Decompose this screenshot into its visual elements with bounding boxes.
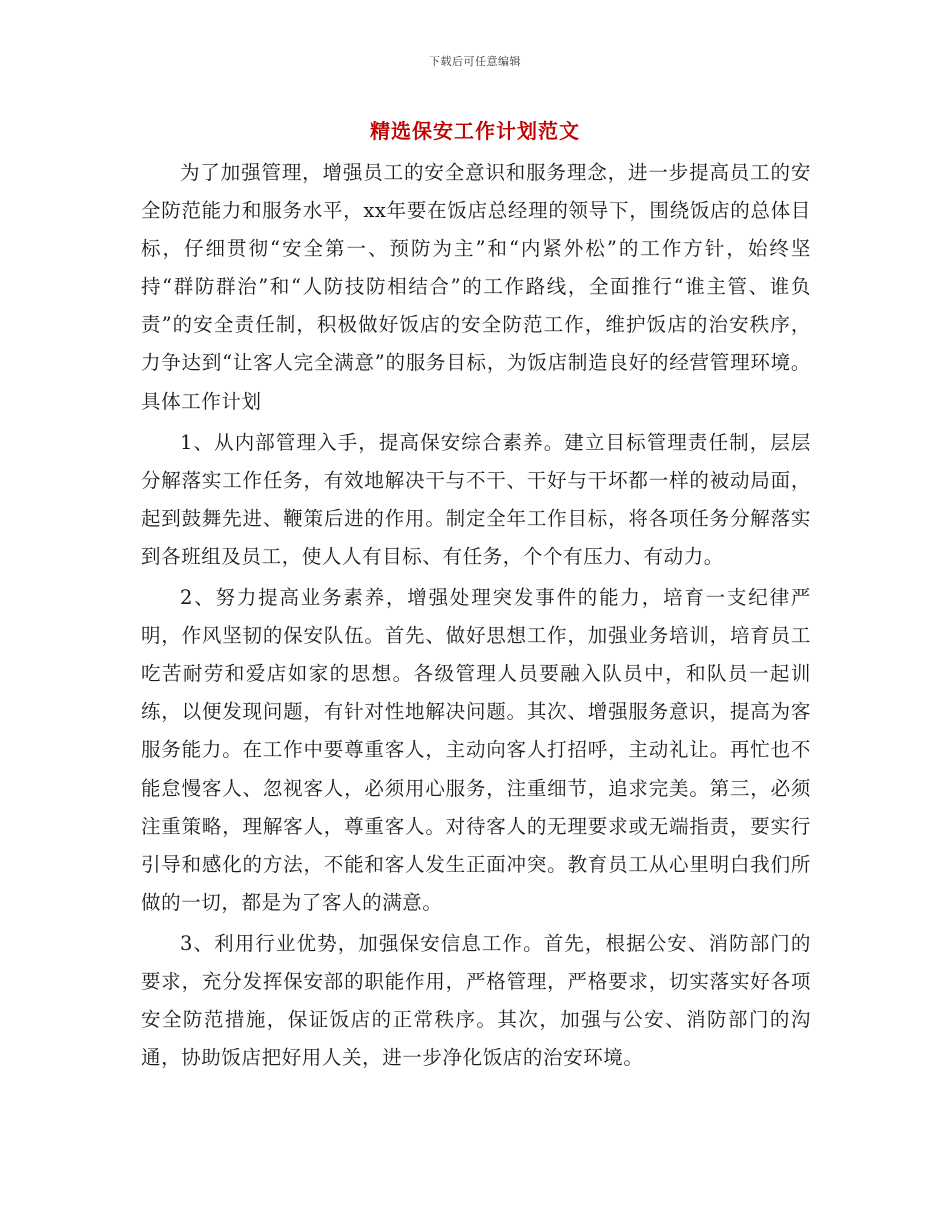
document-body — [141, 154, 811, 1080]
paragraph-item-1: 1、从内部管理入手，提高保安综合素养。建立目标管理责任制，层层分解落实工作任务，有效地解决干与不干、干好与干坏都一样的被动局面，起到鼓舞先进、鞭策后进的作用。制定全年工作目标，将各项任务分解落实到各班组及员工，使人人有目标、有任务，个个有压力、有动力。 — [141, 430, 811, 568]
paragraph-item-2: 2、努力提高业务素养，增强处理突发事件的能力，培育一支纪律严明，作风坚韧的保安队伍。首先、做好思想工作，加强业务培训，培育员工吃苦耐劳和爱店如家的思想。各级管理人员要融入队员中，和队员一起训练，以便发现问题，有针对性地解决问题。其次、增强服务意识，提高为客服务能力。在工作中要尊重客人，主动向客人打招呼，主动礼让。再忙也不能怠慢客人、忽视客人，必须用心服务，注重细节，追求完美。第三，必须注重策略，理解客人，尊重客人。对待客人的无理要求或无端指责，要实行引导和感化的方法，不能和客人发生正面冲突。教育员工从心里明白我们所做的一切，都是为了客人的满意。 — [141, 586, 811, 914]
paragraph-intro: 为了加强管理，增强员工的安全意识和服务理念，进一步提高员工的安全防范能力和服务水平，xx年要在饭店总经理的领导下，围绕饭店的总体目标，仔细贯彻“安全第一、预防为主”和“内紧外松”的工作方针，始终坚持“群防群治”和“人防技防相结合”的工作路线，全面推行“谁主管、谁负责”的安全责任制，积极做好饭店的安全防范工作，维护饭店的治安秩序，力争达到“让客人完全满意”的服务目标，为饭店制造良好的经营管理环境。具体工作计划 — [141, 161, 811, 413]
header-note: 下载后可任意编辑 — [429, 55, 521, 68]
document-title: 精选保安工作计划范文 — [370, 119, 580, 143]
paragraph-item-3: 3、利用行业优势，加强保安信息工作。首先，根据公安、消防部门的要求，充分发挥保安部的职能作用，严格管理，严格要求，切实落实好各项安全防范措施，保证饭店的正常秩序。其次，加强与公安、消防部门的沟通，协助饭店把好用人关，进一步净化饭店的治安环境。 — [141, 931, 811, 1070]
